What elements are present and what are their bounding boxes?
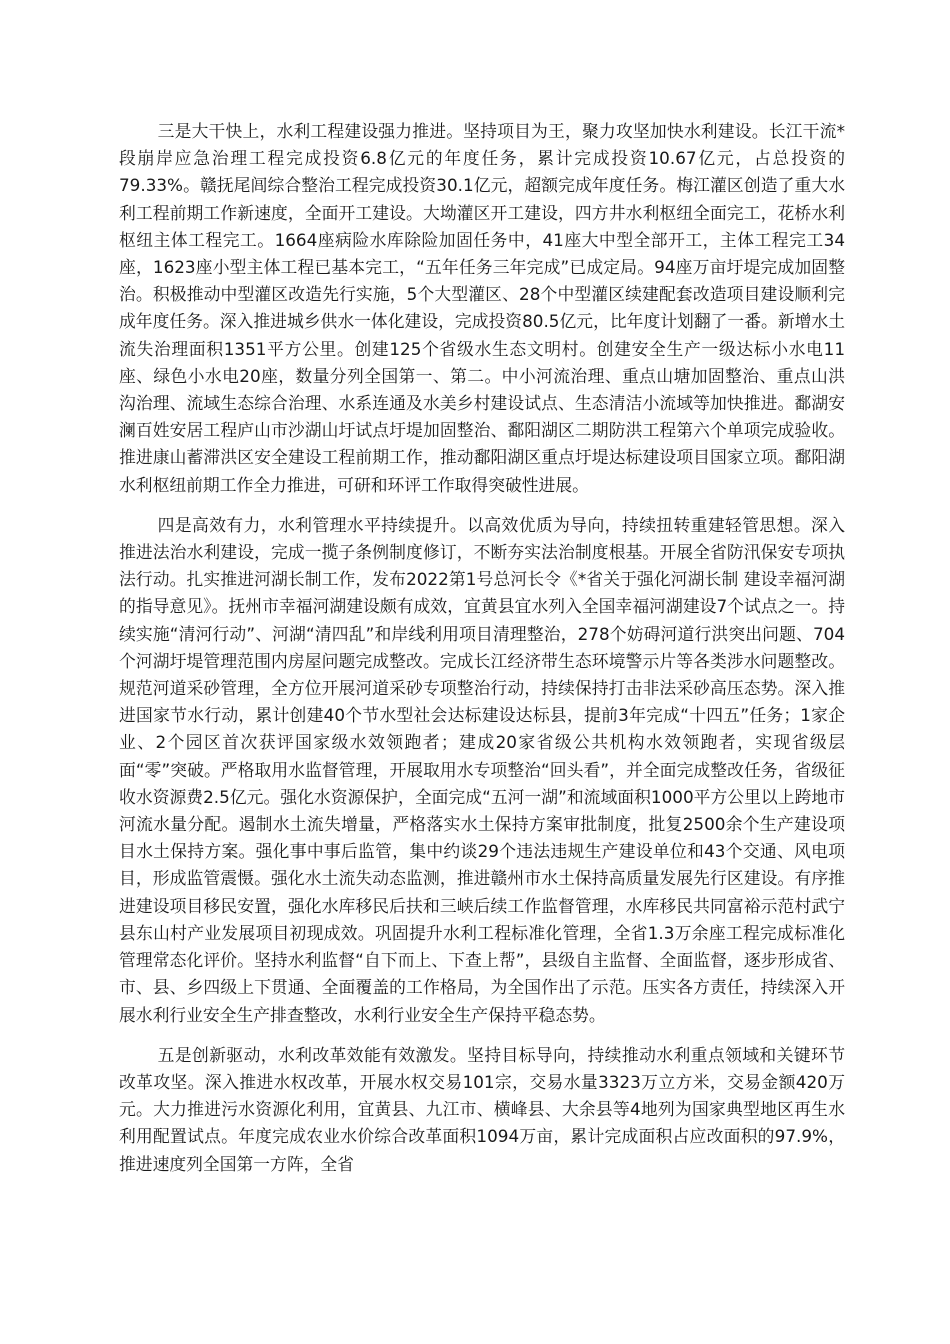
document-page bbox=[119, 118, 845, 1178]
paragraph-water-reform: 五是创新驱动，水利改革效能有效激发。坚持目标导向，持续推动水利重点领域和关键环节改革攻坚。深入推进水权改革，开展水权交易101宗，交易水量3323万立方米，交易金额420万元。大力推进污水资源化利用，宜黄县、九江市、横峰县、大余县等4地列为国家典型地区再生水利用配置试点。年度完成农业水价综合改革面积1094万亩，累计完成面积占应改面积的97.9%，推进速度列全国第一方阵，全省 bbox=[119, 1044, 845, 1174]
paragraph-water-management: 四是高效有力，水利管理水平持续提升。以高效优质为导向，持续扭转重建轻管思想。深入推进法治水利建设，完成一揽子条例制度修订，不断夯实法治制度根基。开展全省防汛保安专项执法行动。扎实推进河湖长制工作，发布2022第1号总河长令《*省关于强化河湖长制 建设幸福河湖的指导意见》。抚州市幸福河湖建设颇有成效，宜黄县宜水列入全国幸福河湖建设7个试点之一。持续实施“清河行动”、河湖“清四乱”和岸线利用项目清理整治，278个妨碍河道行洪突出问题、704个河湖圩堤管理范围内房屋问题完成整改。完成长江经济带生态环境警示片等各类涉水问题整改。规范河道采砂管理，全方位开展河道采砂专项整治行动，持续保持打击非法采砂高压态势。深入推进国家节水行动，累计创建40个节水型社会达标建设达标县，提前3年完成“十四五”任务；1家企业、2个园区首次获评国家级水效领跑者；建成20家省级公共机构水效领跑者，实现省级层面“零”突破。严格取用水监督管理，开展取用水专项整治“回头看”，并全面完成整改任务，省级征收水资源费2.5亿元。强化水资源保护，全面完成“五河一湖”和流域面积1000平方公里以上跨地市河流水量分配。遏制水土流失增量，严格落实水土保持方案审批制度，批复2500余个生产建设项目水土保持方案。强化事中事后监管，集中约谈29个违法违规生产建设单位和43个交通、风电项目，形成监管震慑。强化水土流失动态监测，推进赣州市水土保持高质量发展先行区建设。有序推进建设项目移民安置，强化水库移民后扶和三峡后续工作监督管理，水库移民共同富裕示范村武宁县东山村产业发展项目初现成效。巩固提升水利工程标准化管理，全省1.3万余座工程完成标准化管理常态化评价。坚持水利监督“自下而上、下查上帮”，县级自主监督、全面监督，逐步形成省、市、县、乡四级上下贯通、全面覆盖的工作格局，为全国作出了示范。压实各方责任，持续深入开展水利行业安全生产排查整改，水利行业安全生产保持平稳态势。 bbox=[119, 514, 845, 1025]
paragraph-water-projects: 三是大干快上，水利工程建设强力推进。坚持项目为王，聚力攻坚加快水利建设。长江干流*段崩岸应急治理工程完成投资6.8亿元的年度任务，累计完成投资10.67亿元，占总投资的79.33%。赣抚尾闾综合整治工程完成投资30.1亿元，超额完成年度任务。梅江灌区创造了重大水利工程前期工作新速度，全面开工建设。大坳灌区开工建设，四方井水利枢纽全面完工，花桥水利枢纽主体工程完工。1664座病险水库除险加固任务中，41座大中型全部开工，主体工程完工34座，1623座小型主体工程已基本完工，“五年任务三年完成”已成定局。94座万亩圩堤完成加固整治。积极推动中型灌区改造先行实施，5个大型灌区、28个中型灌区续建配套改造项目建设顺利完成年度任务。深入推进城乡供水一体化建设，完成投资80.5亿元，比年度计划翻了一番。新增水土流失治理面积1351平方公里。创建125个省级水生态文明村。创建安全生产一级达标小水电11座、绿色小水电20座，数量分列全国第一、第二。中小河流治理、重点山塘加固整治、重点山洪沟治理、流域生态综合治理、水系连通及水美乡村建设试点、生态清洁小流域等加快推进。鄱湖安澜百姓安居工程庐山市沙湖山圩试点圩堤加固整治、鄱阳湖区二期防洪工程第六个单项完成验收。推进康山蓄滞洪区安全建设工程前期工作，推动鄱阳湖区重点圩堤达标建设项目国家立项。鄱阳湖水利枢纽前期工作全力推进，可研和环评工作取得突破性进展。 bbox=[119, 121, 845, 495]
